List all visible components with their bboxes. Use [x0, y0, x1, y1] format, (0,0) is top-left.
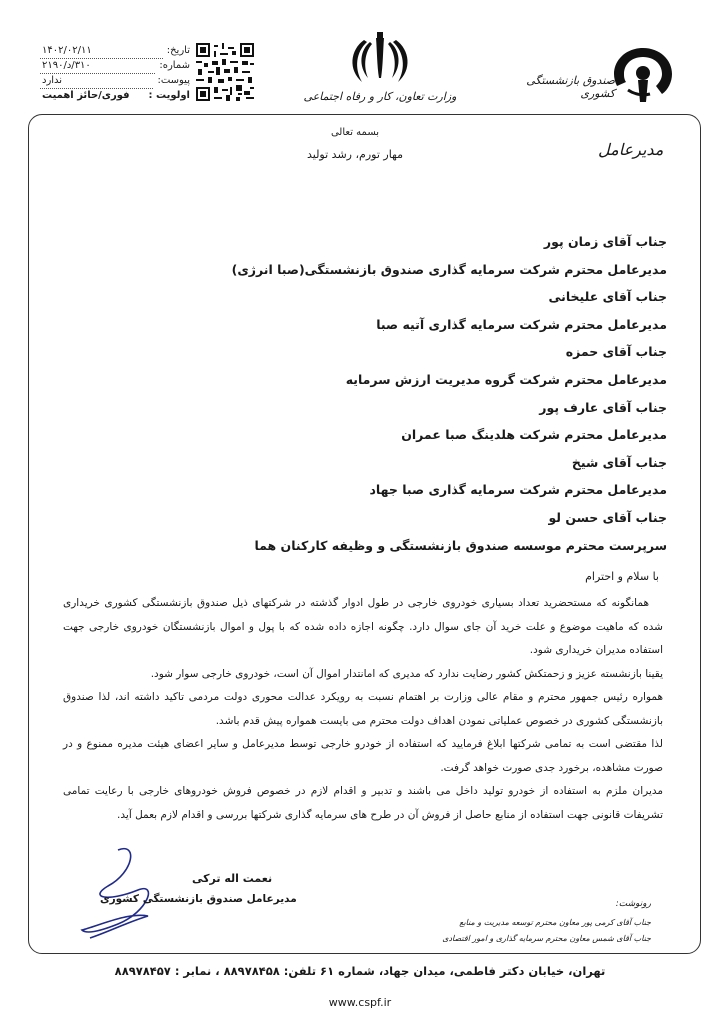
- signatory-name: نعمت اله ترکی: [192, 872, 273, 885]
- body-paragraph: مدیران ملزم به استفاده از خودرو تولید داخل می باشند و تدبیر و اقدام لازم در خصوص فروش خودروهای خارجی با رعایت تمامی تشریفات قانونی جهت استفاده از منابع حاصل از فروش آن در طرح های سرمایه گذاری شرکتها بررسی و اقدام لازم بعمل آید.: [63, 785, 663, 821]
- meta-attachment: پیوست: ندارد: [40, 74, 190, 89]
- handwritten-signature-icon: [78, 842, 188, 942]
- recipient-line: جناب آقای حمزه: [565, 344, 667, 360]
- body-paragraph: همانگونه که مستحضرید تعداد بسیاری خودروی خارجی در طول ادوار گذشته در شرکتهای ذیل صندوق بازنشستگی کشوری خریداری شده که ماهیت موضوع و علت خرید آن جای سوال دارد. چگونه اجازه داده شده که با پول و اموال بازنشستگان خودروی خارجی جهت استفاده مدیران خریداری شود.: [63, 597, 663, 656]
- recipient-line: جناب آقای علیخانی: [548, 289, 667, 305]
- letter-body: [63, 592, 663, 827]
- meta-date: تاریخ: ۱۴۰۲/۰۲/۱۱: [40, 44, 190, 59]
- copy-recipient: جناب آقای شمس معاون محترم سرمایه گذاری و امور اقتصادی: [442, 934, 651, 943]
- bismillah: بسمه تعالی: [330, 127, 380, 138]
- recipient-line: مدیرعامل محترم شرکت سرمایه گذاری صندوق بازنشستگی(صبا انرژی): [231, 261, 667, 277]
- recipient-line: مدیرعامل محترم شرکت هلدینگ صبا عمران: [401, 427, 667, 443]
- copy-recipient: جناب آقای کرمی پور معاون محترم توسعه مدیریت و منابع: [459, 918, 651, 927]
- recipient-line: مدیرعامل محترم شرکت گروه مدیریت ارزش سرمایه: [345, 371, 667, 387]
- sender-title: مدیرعامل: [598, 140, 664, 159]
- fund-name: صندوق بازنشستگی کشوری: [526, 74, 615, 100]
- meta-number: شماره: ۳۱۰/د/۲۱۹۰: [40, 59, 190, 74]
- body-paragraph: همواره رئیس جمهور محترم و مقام عالی وزارت بر اهتمام نسبت به رویکرد عدالت محوری دولت مردمی تاکید داشته اند، لذا صندوق بازنشستگی کشوری در خصوص عملیاتی نمودن اهداف دولت محترم می بایست همواره پیش قدم باشد.: [63, 691, 663, 727]
- recipient-line: جناب آقای عارف پور: [539, 399, 667, 415]
- signatory-title: مدیرعامل صندوق بازنشستگی کشوری: [100, 893, 297, 905]
- copies-heading: رونوشت:: [615, 899, 651, 909]
- letter-meta: [40, 44, 190, 103]
- recipient-line: جناب آقای حسن لو: [548, 509, 667, 525]
- greeting: با سلام و احترام: [585, 570, 659, 583]
- meta-priority: اولویت : فوری/حائز اهمیت: [42, 90, 190, 101]
- recipient-line: مدیرعامل محترم شرکت سرمایه گذاری صبا جهاد: [369, 482, 667, 498]
- footer-address: تهران، خیابان دکتر فاطمی، میدان جهاد، شماره ۶۱ تلفن: ۸۸۹۷۸۴۵۸ ، نمابر : ۸۸۹۷۸۴۵۷: [114, 964, 606, 978]
- pension-fund-logo-icon: [608, 40, 678, 104]
- recipient-line: جناب آقای زمان پور: [543, 234, 667, 249]
- recipient-line: مدیرعامل محترم شرکت سرمایه گذاری آتیه صبا: [376, 316, 667, 332]
- body-paragraph: لذا مقتضی است به تمامی شرکتها ابلاغ فرمایید که استفاده از خودرو خارجی توسط مدیرعامل و سایر اعضای هیئت مدیره ممنوع و در صورت مشاهده، برخورد جدی صورت خواهد گرفت.: [63, 738, 663, 774]
- body-paragraph: یقینا بازنشسته عزیز و زحمتکش کشور رضایت ندارد که مدیری که امانتدار اموال آن است، خودروی خارجی سوار شود.: [150, 667, 663, 680]
- qr-code-icon: [196, 43, 254, 101]
- website-link[interactable]: www.cspf.ir: [328, 996, 392, 1009]
- year-slogan: مهار تورم، رشد تولید: [306, 148, 404, 161]
- recipients-list: [67, 228, 667, 559]
- ministry-name: وزارت تعاون، کار و رفاه اجتماعی: [303, 90, 457, 103]
- recipient-line: جناب آقای شیخ: [571, 454, 667, 470]
- recipient-line: سرپرست محترم موسسه صندوق بازنشستگی و وظیفه کارکنان هما: [254, 537, 667, 553]
